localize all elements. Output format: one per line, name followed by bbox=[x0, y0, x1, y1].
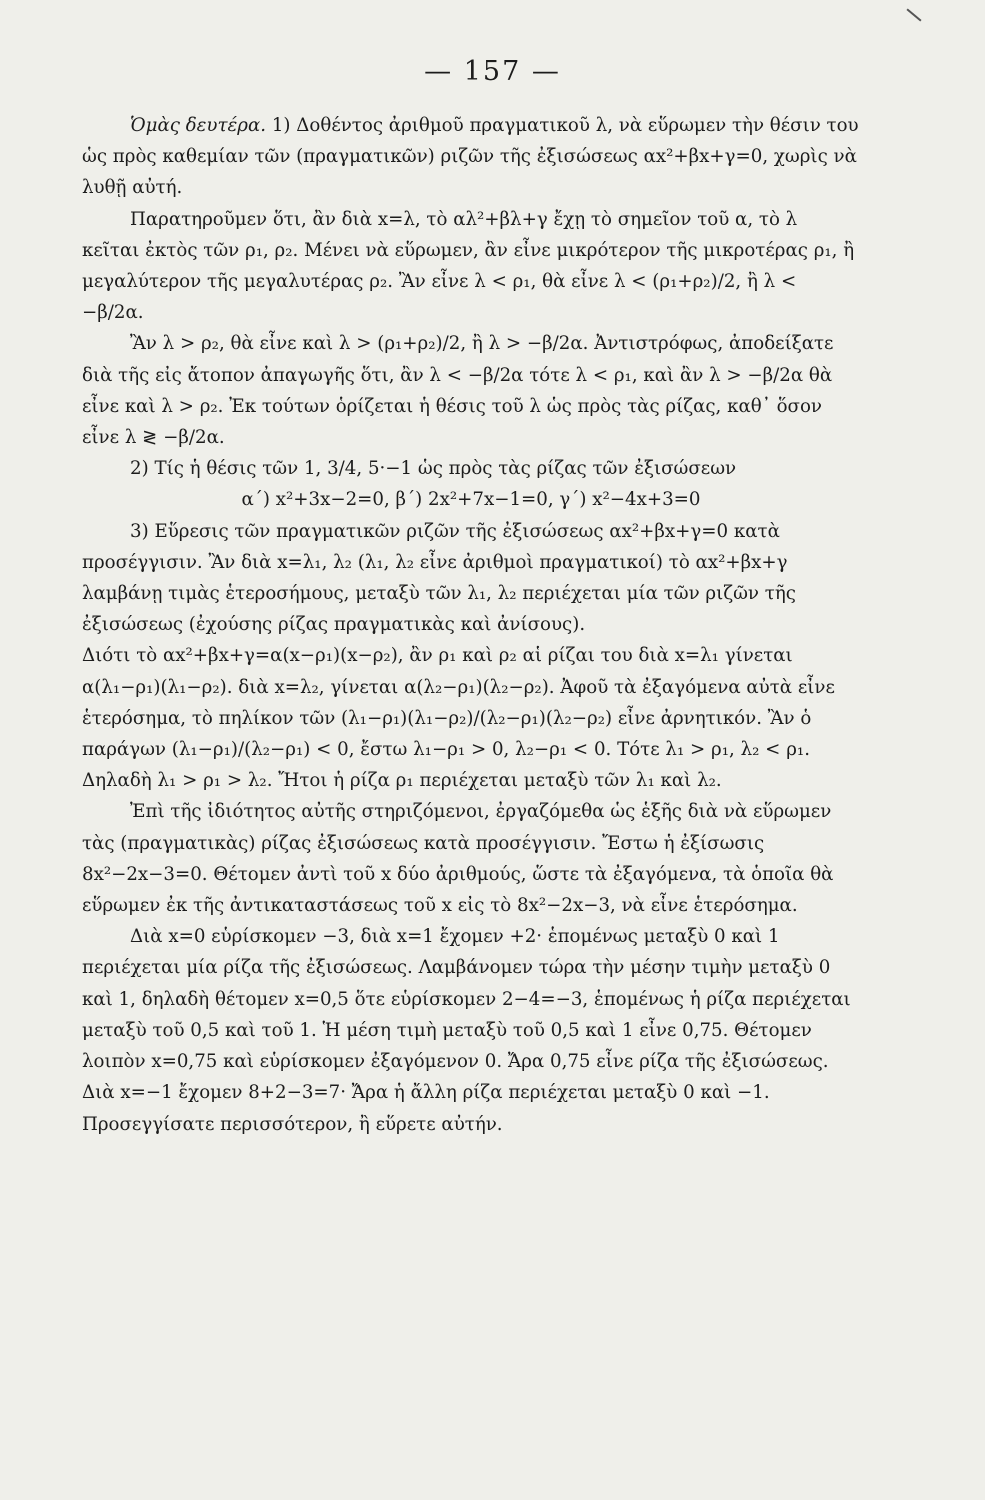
page-number: — 157 — bbox=[424, 56, 561, 87]
paragraph-2: Παρατηροῦμεν ὅτι, ἂν διὰ x=λ, τὸ αλ²+βλ+γ ἔχῃ τὸ σημεῖον τοῦ α, τὸ λ κεῖται ἐκτὸς τῶν ρ₁, ρ₂. Μένει νὰ εὕρωμεν, ἂν εἶνε μικρότερον τῆς μικροτέρας ρ₁, ἢ μεγαλύτερον τῆς μεγαλυτέρας ρ₂. Ἂν εἶνε λ < ρ₁, θὰ εἶνε λ < (ρ₁+ρ₂)/2, ἢ λ < −β/2α. bbox=[82, 208, 860, 324]
corner-mark bbox=[906, 8, 921, 21]
page-text bbox=[82, 110, 865, 1140]
paragraph-1 bbox=[82, 110, 865, 204]
paragraph-6: Διότι τὸ αx²+βx+γ=α(x−ρ₁)(x−ρ₂), ἂν ρ₁ καὶ ρ₂ αἱ ρίζαι του διὰ x=λ₁ γίνεται α(λ₁−ρ₁)(λ₁−ρ₂). διὰ x=λ₂, γίνεται α(λ₂−ρ₁)(λ₂−ρ₂). Ἀφοῦ τὰ ἐξαγόμενα αὐτὰ εἶνε ἑτερόσημα, τὸ πηλίκον τῶν (λ₁−ρ₁)(λ₁−ρ₂)/(λ₂−ρ₁)(λ₂−ρ₂) εἶνε ἀρνητικόν. Ἂν ὁ παράγων (λ₁−ρ₁)/(λ₂−ρ₁) < 0, ἔστω λ₁−ρ₁ > 0, λ₂−ρ₁ < 0. Τότε λ₁ > ρ₁, λ₂ < ρ₁. Δηλαδὴ λ₁ > ρ₁ > λ₂. Ἤτοι ἡ ρίζα ρ₁ περιέχεται μεταξὺ τῶν λ₁ καὶ λ₂. bbox=[82, 645, 841, 792]
paragraph-1-text: 1) Δοθέντος ἀριθμοῦ πραγματικοῦ λ, νὰ εὕρωμεν τὴν θέσιν του ὡς πρὸς καθεμίαν τῶν (πραγματικῶν) ριζῶν τῆς ἐξισώσεως αx²+βx+γ=0, χωρὶς νὰ λυθῇ αὐτή. bbox=[82, 115, 865, 199]
paragraph-7: Ἐπὶ τῆς ἰδιότητος αὐτῆς στηριζόμενοι, ἐργαζόμεθα ὡς ἑξῆς διὰ νὰ εὕρωμεν τὰς (πραγματικὰς) ρίζας ἐξισώσεως κατὰ προσέγγισιν. Ἔστω ἡ ἐξίσωσις 8x²−2x−3=0. Θέτομεν ἀντὶ τοῦ x δύο ἀριθμούς, ὥστε τὰ ἐξαγόμενα, τὰ ὁποῖα θὰ εὕρωμεν ἐκ τῆς ἀντικαταστάσεως τοῦ x εἰς τὸ 8x²−2x−3, νὰ εἶνε ἑτερόσημα. bbox=[82, 801, 840, 917]
paragraph-8: Διὰ x=0 εὑρίσκομεν −3, διὰ x=1 ἔχομεν +2· ἑπομένως μεταξὺ 0 καὶ 1 περιέχεται μία ρίζα τῆς ἐξισώσεως. Λαμβάνομεν τώρα τὴν μέσην τιμὴν μεταξὺ 0 καὶ 1, δηλαδὴ θέτομεν x=0,5 ὅτε εὑρίσκομεν 2−4=−3, ἑπομένως ἡ ρίζα περιέχεται μεταξὺ τοῦ 0,5 καὶ τοῦ 1. Ἡ μέση τιμὴ μεταξὺ τοῦ 0,5 καὶ 1 εἶνε 0,75. Θέτομεν λοιπὸν x=0,75 καὶ εὑρίσκομεν ἐξαγόμενον 0. Ἄρα 0,75 εἶνε ρίζα τῆς ἐξισώσεως. Διὰ x=−1 ἔχομεν 8+2−3=7· Ἄρα ἡ ἄλλη ρίζα περιέχεται μεταξὺ 0 καὶ −1. Προσεγγίσατε περισσότερον, ἢ εὕρετε αὐτήν. bbox=[82, 926, 857, 1135]
paragraph-5: 3) Εὕρεσις τῶν πραγματικῶν ριζῶν τῆς ἐξισώσεως αx²+βx+γ=0 κατὰ προσέγγισιν. Ἂν διὰ x=λ₁, λ₂ (λ₁, λ₂ εἶνε ἀριθμοὶ πραγματικοί) τὸ αx²+βx+γ λαμβάνῃ τιμὰς ἑτεροσήμους, μεταξὺ τῶν λ₁, λ₂ περιέχεται μία τῶν ριζῶν τῆς ἐξισώσεως (ἐχούσης ρίζας πραγματικὰς καὶ ἀνίσους). bbox=[82, 520, 802, 636]
equations-line: α΄) x²+3x−2=0, β΄) 2x²+7x−1=0, γ΄) x²−4x+3=0 bbox=[241, 489, 701, 511]
paragraph-3: Ἂν λ > ρ₂, θὰ εἶνε καὶ λ > (ρ₁+ρ₂)/2, ἢ λ > −β/2α. Ἀντιστρόφως, ἀποδείξατε διὰ τῆς εἰς ἄτοπον ἀπαγωγῆς ὅτι, ἂν λ < −β/2α τότε λ < ρ₁, καὶ ἂν λ > −β/2α θὰ εἶνε καὶ λ > ρ₂. Ἐκ τούτων ὁρίζεται ἡ θέσις τοῦ λ ὡς πρὸς τὰς ρίζας, καθ᾽ ὅσον εἶνε λ ≷ −β/2α. bbox=[82, 333, 840, 449]
paragraph-4: 2) Τίς ἡ θέσις τῶν 1, 3/4, 5·−1 ὡς πρὸς τὰς ρίζας τῶν ἐξισώσεων bbox=[130, 458, 737, 480]
section-title: Ὁμὰς δευτέρα. bbox=[130, 115, 267, 136]
